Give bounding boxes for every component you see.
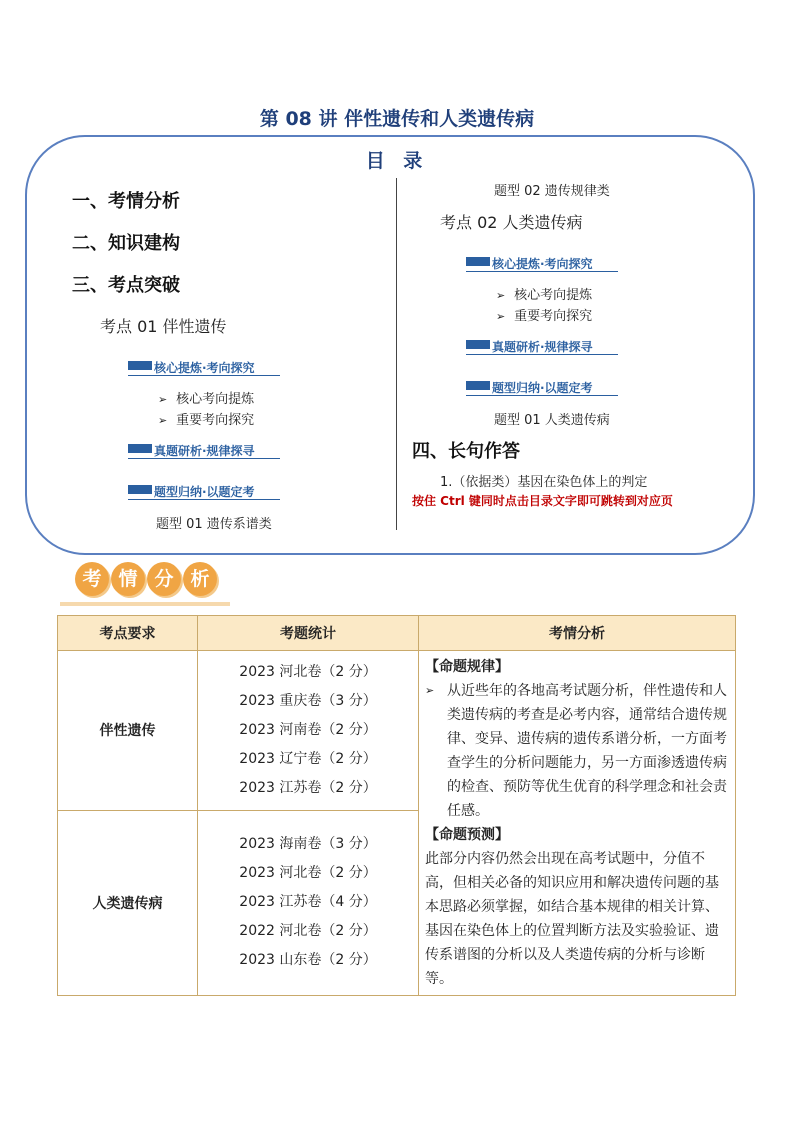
exam-entry: 2023 辽宁卷（2 分） [239, 750, 377, 767]
exam-entry: 2023 海南卷（3 分） [239, 836, 377, 853]
toc-link-exam-1[interactable] [128, 442, 280, 456]
bar-label: 真题研析·规律探寻 [492, 340, 593, 354]
badge-char: 考 [75, 562, 109, 596]
bar-underline [466, 271, 618, 272]
toc-link-long1[interactable]: 1.（依据类）基因在染色体上的判定 [440, 475, 648, 490]
bar-marker [128, 444, 152, 453]
rule-item [425, 679, 729, 823]
toc-link-type2[interactable]: 题型 02 遗传规律类 [494, 184, 610, 199]
bar-marker [466, 381, 490, 390]
bar-underline [466, 395, 618, 396]
badge-char: 分 [147, 562, 181, 596]
item-label: 重要考向探究 [514, 309, 593, 324]
table-row [58, 651, 736, 811]
toc-divider [396, 178, 397, 530]
toc-link-core-2[interactable] [466, 255, 618, 269]
topic-cell: 人类遗传病 [58, 810, 198, 995]
item-label: 核心考向提炼 [176, 392, 255, 407]
exam-list-cell [198, 810, 419, 995]
bar-label: 核心提炼·考向探究 [492, 257, 593, 271]
item-label: 核心考向提炼 [514, 288, 593, 303]
bar-marker [466, 257, 490, 266]
toc-link-sec1[interactable]: 一、考情分析 [72, 191, 180, 212]
item-label: 重要考向探究 [176, 413, 255, 428]
exam-analysis-table [57, 615, 736, 996]
bar-label: 核心提炼·考向探究 [154, 361, 255, 375]
toc-link-sec4[interactable]: 四、长句作答 [412, 441, 520, 462]
bar-label: 题型归纳·以题定考 [492, 381, 593, 395]
arrow-icon: ➢ [496, 310, 506, 323]
toc-link-type-1[interactable] [128, 483, 280, 497]
bar-label: 题型归纳·以题定考 [154, 485, 255, 499]
toc-link-sec2[interactable]: 二、知识建构 [72, 233, 180, 254]
toc-link-sec3[interactable]: 三、考点突破 [72, 275, 180, 296]
bar-underline [128, 375, 280, 376]
arrow-icon: ➢ [496, 289, 506, 302]
exam-entry: 2023 江苏卷（2 分） [239, 779, 377, 796]
bar-underline [466, 354, 618, 355]
toc-heading: 目 录 [365, 150, 429, 172]
predict-text: 此部分内容仍然会出现在高考试题中，分值不高，但相关必备的知识应用和解决遗传问题的基本思路必须掌握，如结合基本规律的相关计算、基因在染色体上的位置判断方法及实验验证、遗传系谱图的分析以及人类遗传病的分析与诊断等。 [425, 851, 719, 987]
toc-link-item3[interactable] [496, 284, 592, 303]
exam-list-cell [198, 651, 419, 811]
toc-link-type-2[interactable] [466, 379, 618, 393]
bar-label: 真题研析·规律探寻 [154, 444, 255, 458]
badge-underline [60, 602, 230, 606]
exam-entry: 2023 河南卷（2 分） [239, 721, 377, 738]
predict-title: 【命题预测】 [425, 827, 509, 843]
exam-entry: 2023 江苏卷（4 分） [239, 894, 377, 911]
exam-entry: 2022 河北卷（2 分） [239, 923, 377, 940]
bar-underline [128, 499, 280, 500]
header-cell: 考情分析 [419, 616, 736, 651]
toc-link-type3[interactable]: 题型 01 人类遗传病 [494, 413, 610, 428]
badge-char: 情 [111, 562, 145, 596]
ctrl-hint: 按住 Ctrl 键同时点击目录文字即可跳转到对应页 [412, 494, 673, 508]
toc-link-item1[interactable] [158, 388, 254, 407]
bar-marker [128, 485, 152, 494]
rule-text: 从近些年的各地高考试题分析，伴性遗传和人类遗传病的考查是必考内容，通常结合遗传规律、变异、遗传病的遗传系谱分析，一方面考查学生的分析问题能力，另一方面渗透遗传病的检查、预防等优生优育的科学理念和社会责任感。 [447, 683, 727, 819]
arrow-icon: ➢ [158, 393, 168, 406]
rule-title: 【命题规律】 [425, 659, 509, 675]
arrow-icon: ➢ [425, 684, 435, 697]
toc-link-item2[interactable] [158, 409, 254, 428]
exam-entry: 2023 山东卷（2 分） [239, 952, 377, 969]
toc-link-type1[interactable]: 题型 01 遗传系谱类 [156, 517, 272, 532]
bar-underline [128, 458, 280, 459]
bar-marker [128, 361, 152, 370]
toc-link-item4[interactable] [496, 305, 592, 324]
topic-cell: 伴性遗传 [58, 651, 198, 811]
arrow-icon: ➢ [158, 414, 168, 427]
toc-link-point2[interactable]: 考点 02 人类遗传病 [440, 213, 583, 232]
toc-link-core-1[interactable] [128, 359, 280, 373]
exam-entry: 2023 河北卷（2 分） [239, 663, 377, 680]
header-cell: 考点要求 [58, 616, 198, 651]
table-header-row [58, 616, 736, 651]
exam-entry: 2023 河北卷（2 分） [239, 865, 377, 882]
badge-char: 析 [183, 562, 217, 596]
header-cell: 考题统计 [198, 616, 419, 651]
toc-link-exam-2[interactable] [466, 338, 618, 352]
bar-marker [466, 340, 490, 349]
toc-link-point1[interactable]: 考点 01 伴性遗传 [100, 317, 227, 336]
analysis-cell [419, 651, 736, 996]
page-title: 第 08 讲 伴性遗传和人类遗传病 [259, 108, 535, 130]
exam-entry: 2023 重庆卷（3 分） [239, 692, 377, 709]
